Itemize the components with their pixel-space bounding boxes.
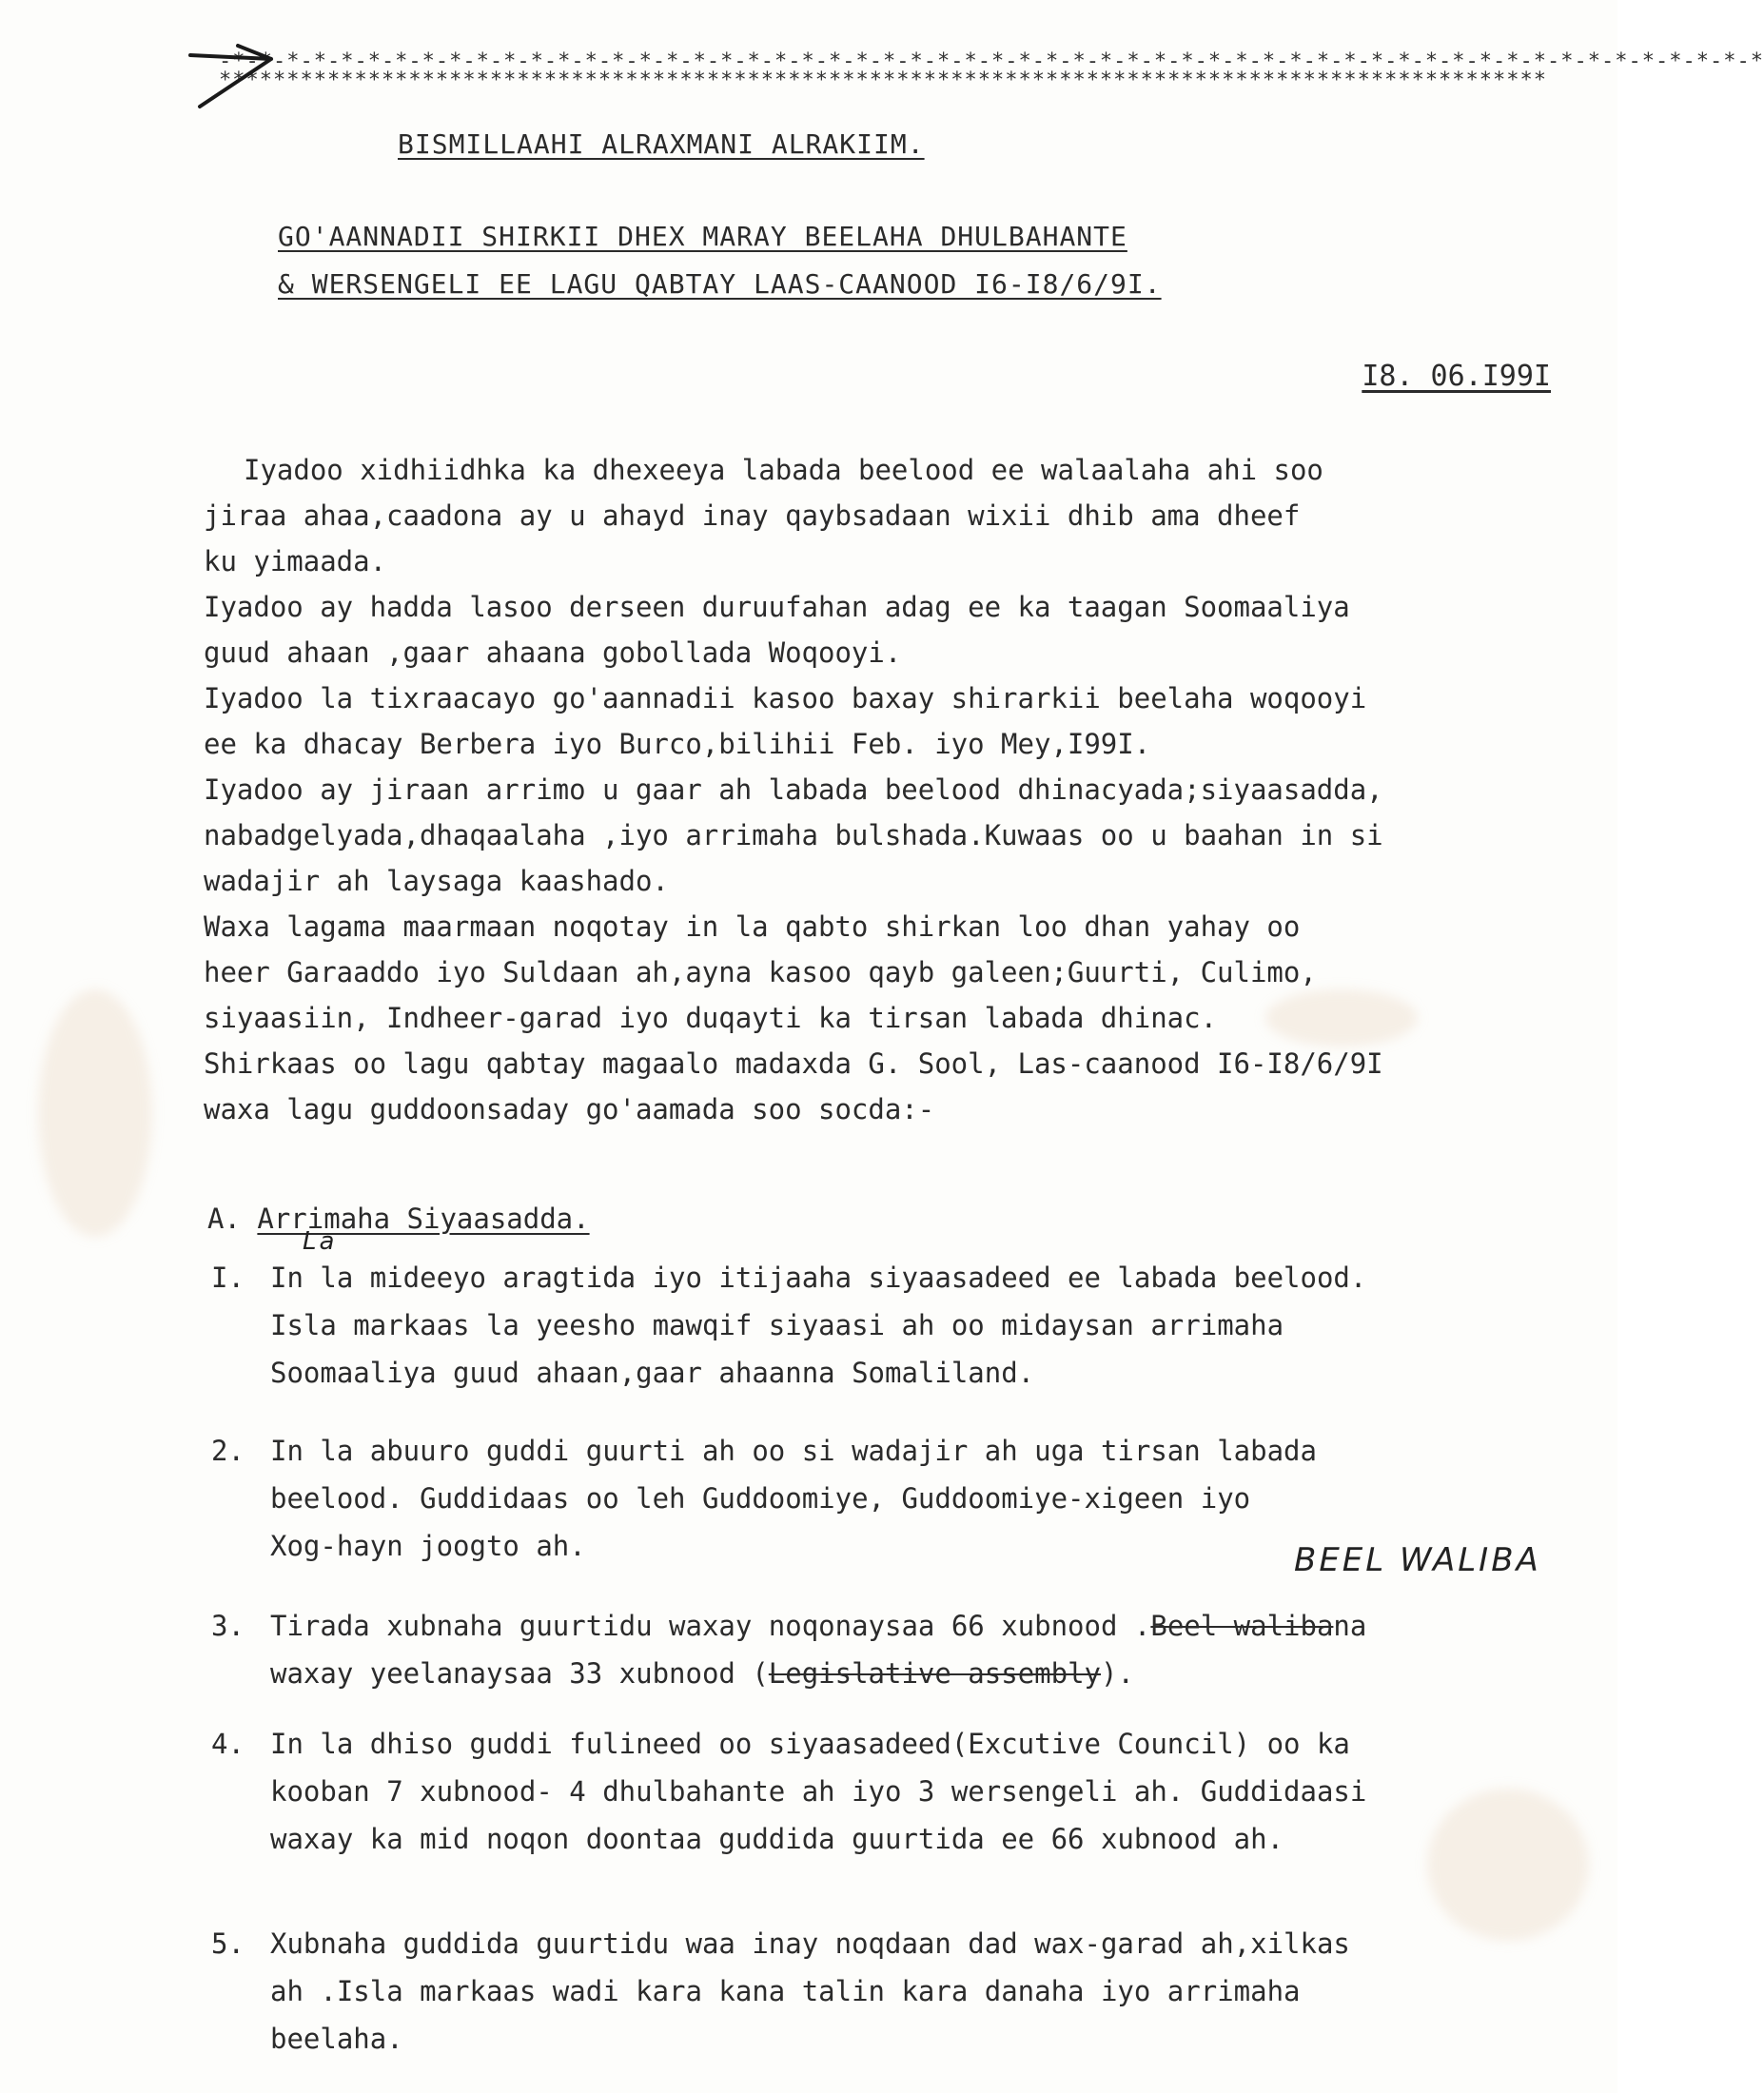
struck-text: Beel waliba [1150, 1610, 1334, 1642]
pen-arrow-mark [181, 38, 285, 114]
star-border-bottom: ************************************************************************************************** [219, 68, 1548, 92]
paragraph: Iyadoo xidhiidhka ka dhexeeya labada beelood ee walaalaha ahi soo jiraa ahaa,caadona ay u ahayd inay qaybsadaan wixii dhib ama dheef ku yimaada. [204, 454, 1323, 577]
item-text-part: ). [1101, 1657, 1134, 1690]
paragraph: Iyadoo ay hadda lasoo derseen duruufahan adag ee ka taagan Soomaaliya guud ahaan ,gaar ahaana gobollada Woqooyi. [204, 591, 1350, 669]
preamble [204, 447, 1564, 1132]
star-border-top: -*-*-*-*-*-*-*-*-*-*-*-*-*-*-*-*-*-*-*-*-*-*-*-*-*-*-*-*-*-*-*-*-*-*-*-*-*-*-*-*-*-*-*-*-*-*-*-*-*-*-*-*-*-*-*-*-* [219, 49, 1764, 73]
section-letter: A. [207, 1203, 241, 1235]
document-subtitle-line2: & WERSENGELI EE LAGU QABTAY LAAS-CAANOOD I6-I8/6/9I. [278, 268, 1162, 300]
item-text: In la midеeyo aragtida iyo itijaaha siyaasadeed ee labada beelood. Isla markaas la yeesho mawqif siyaasi ah oo midaysan arrimaha Soomaaliya guud ahaan,gaar ahaanna Somaliland. [270, 1262, 1367, 1389]
paragraph: Iyadoo ay jiraan arrimo u gaar ah labada beelood dhinacyada;siyaasadda, nabadgelyada,dhaqaalaha ,iyo arrimaha bulshada.Kuwaas oo u baahan in si wadajir ah laysaga kaashado. [204, 773, 1383, 897]
item-text-part: waxay yeelanaysaa 33 xubnood ( [270, 1657, 769, 1690]
item-number: 2. [211, 1435, 245, 1467]
struck-text: Legislative assembly [768, 1657, 1101, 1690]
list-item [211, 1602, 1562, 1697]
document-subtitle-line1: GO'AANNADII SHIRKII DHEX MARAY BEELAHA DHULBAHANTE [278, 221, 1127, 252]
list-item [211, 1920, 1562, 2063]
item-text [270, 1602, 1366, 1697]
item-text: Xubnaha guddida guurtidu waa inay noqdaan dad wax-garad ah,xilkas ah .Isla markaas wadi kara kana talin kara danaha iyo arrimaha beelaha. [270, 1927, 1350, 2055]
item-text: In la abuuro guddi guurti ah oo si wadajir ah uga tirsan labada beelood. Guddidaas oo leh Guddoomiye, Guddoomiye-xigeen iyo Xog-hayn joogto ah. [270, 1435, 1317, 1562]
item-number: 3. [211, 1610, 245, 1642]
section-heading [207, 1203, 590, 1235]
list-item [211, 1720, 1562, 1863]
document-date: I8. 06.I99I [1362, 360, 1551, 393]
item-text-part: na [1333, 1610, 1367, 1642]
item-text: In la dhiso guddi fulineed oo siyaasadeed(Excutive Council) oo ka kooban 7 xubnood- 4 dhulbahante ah iyo 3 wersengeli ah. Guddidaasi waxay ka mid noqon doontaa guddida guurtida ee 66 xubnood ah. [270, 1728, 1367, 1855]
handwritten-correction: BEEL WALIBA [1294, 1541, 1541, 1579]
item-text-part: Tirada xubnaha guurtidu waxay noqonaysaa 66 xubnood . [270, 1610, 1151, 1642]
item-number: 5. [211, 1927, 245, 1960]
list-item [211, 1254, 1562, 1397]
item-number: 4. [211, 1728, 245, 1760]
document-title: BISMILLAAHI ALRAXMANI ALRAKIIM. [398, 128, 925, 160]
handwritten-insert: La [303, 1227, 338, 1256]
paper-stain [38, 989, 152, 1237]
paragraph: Waxa lagama maarmaan noqotay in la qabto shirkan loo dhan yahay oo heer Garaaddo iyo Suldaan ah,ayna kasoo qayb galeen;Guurti, Culimo, siyaasiin, Indheer-garad iyo duqayti ka tirsan labada dhinac. Shirkaas oo lagu qabtay magaalo madaxda G. Sool, Las-caanood I6-I8/6/9I waxa lagu guddoonsaday go'aamada soo socda:- [204, 910, 1383, 1125]
paragraph: Iyadoo la tixraacayo go'aannadii kasoo baxay shirarkii beelaha woqooyi ee ka dhacay Berbera iyo Burco,bilihii Feb. iyo Mey,I99I. [204, 682, 1367, 760]
item-number: I. [211, 1262, 245, 1294]
section-title: Arrimaha Siyaasadda. [257, 1203, 590, 1235]
